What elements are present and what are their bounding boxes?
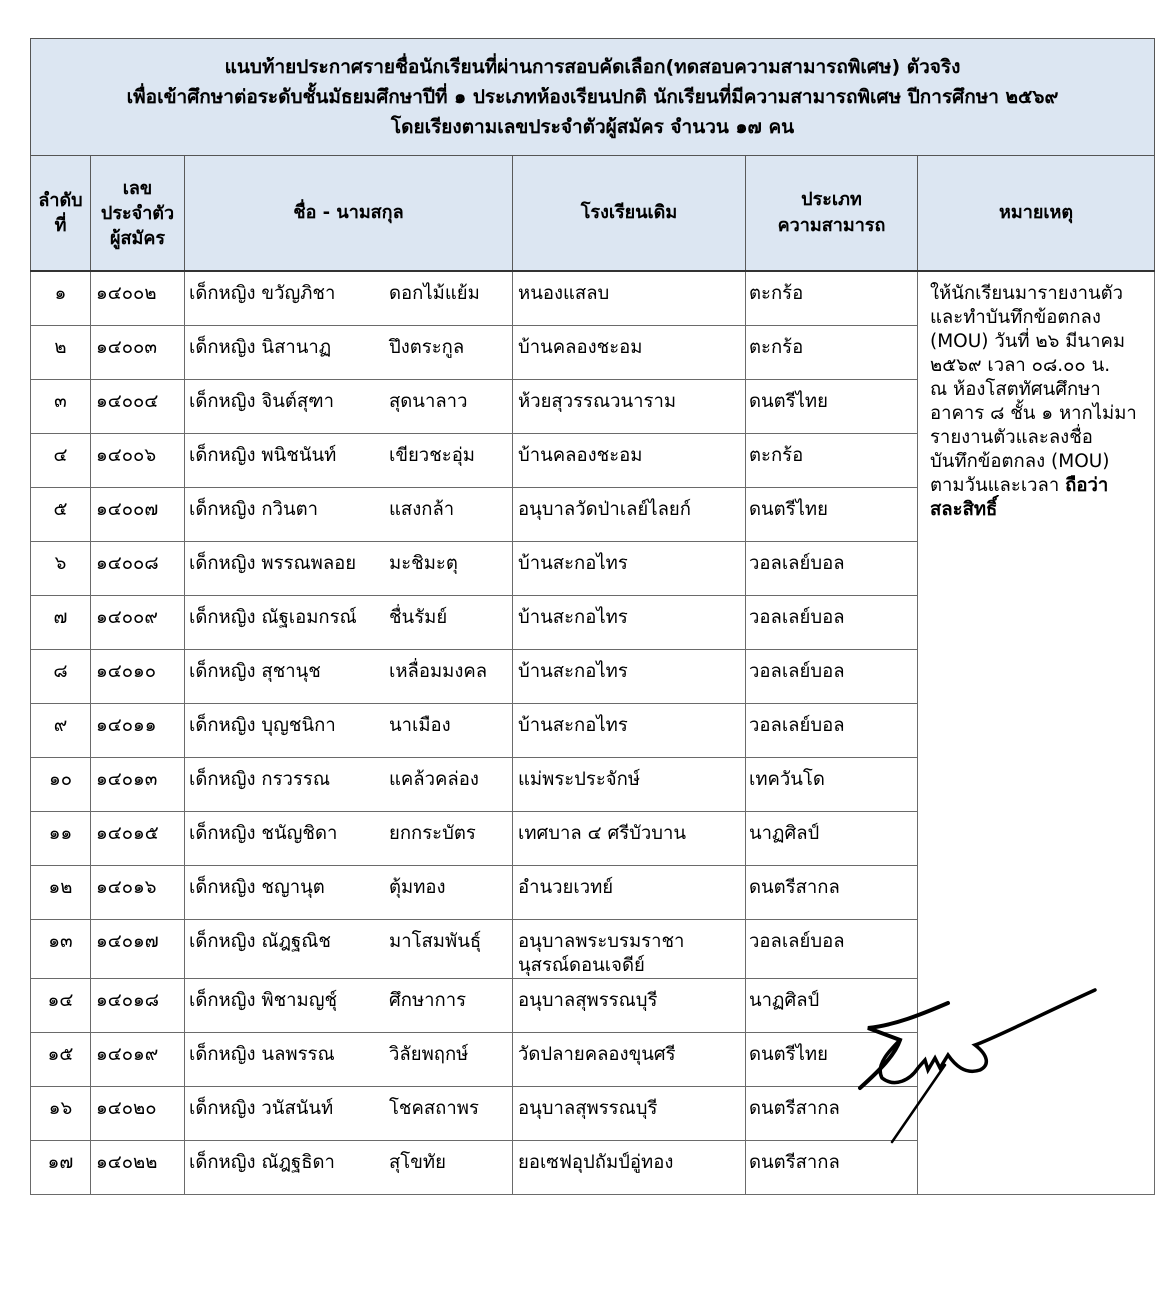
- name-prefix: เด็กหญิง: [189, 607, 256, 628]
- row-number: ๑๓: [31, 920, 91, 979]
- applicant-id: ๑๔๐๐๓: [91, 326, 185, 380]
- row-number: ๑๑: [31, 812, 91, 866]
- last-name: ปึงตระกูล: [389, 337, 465, 358]
- previous-school: [513, 1087, 746, 1141]
- applicant-id: ๑๔๐๒๒: [91, 1141, 185, 1195]
- applicant-id: ๑๔๐๐๔: [91, 380, 185, 434]
- row-number: ๕: [31, 488, 91, 542]
- first-name-group: [189, 822, 389, 846]
- applicant-id: ๑๔๐๑๘: [91, 979, 185, 1033]
- previous-school: [513, 704, 746, 758]
- ability-type: วอลเลย์บอล: [746, 650, 918, 704]
- last-name: สุดนาลาว: [389, 391, 468, 412]
- first-name-group: [189, 714, 389, 738]
- note-bold-last: สละสิทธิ์: [930, 499, 998, 520]
- name-prefix: เด็กหญิง: [189, 1044, 256, 1065]
- student-name: [185, 650, 513, 704]
- previous-school: [513, 650, 746, 704]
- ability-type: วอลเลย์บอล: [746, 596, 918, 650]
- student-name: [185, 1087, 513, 1141]
- ability-type: ตะกร้อ: [746, 434, 918, 488]
- name-prefix: เด็กหญิง: [189, 823, 256, 844]
- title-line-2: เพื่อเข้าศึกษาต่อระดับชั้นมัธยมศึกษาปีที่ ๑ ประเภทห้องเรียนปกติ นักเรียนที่มีความสามารถพิเศษ ปีการศึกษา ๒๕๖๙: [126, 86, 1059, 108]
- row-number: ๙: [31, 704, 91, 758]
- row-number: ๑๗: [31, 1141, 91, 1195]
- applicant-id: ๑๔๐๐๘: [91, 542, 185, 596]
- first-name: กรวรรณ: [261, 769, 330, 790]
- name-prefix: เด็กหญิง: [189, 661, 256, 682]
- last-name: ยกกระบัตร: [389, 823, 476, 844]
- previous-school: [513, 1033, 746, 1087]
- first-name-group: [189, 444, 389, 468]
- student-name: [185, 488, 513, 542]
- last-name: โชคสถาพร: [389, 1098, 479, 1119]
- last-name: นาเมือง: [389, 715, 451, 736]
- school-line: อนุบาลวัดป่าเลย์ไลยก์: [518, 499, 691, 520]
- previous-school: [513, 271, 746, 326]
- note-line: บันทึกข้อตกลง (MOU): [930, 451, 1110, 472]
- first-name-group: [189, 606, 389, 630]
- applicant-id: ๑๔๐๑๑: [91, 704, 185, 758]
- note-line-text: ตามวันและเวลา: [930, 475, 1066, 496]
- first-name: ณัฎฐณิช: [261, 931, 331, 952]
- first-name: สุชานุช: [261, 661, 321, 682]
- previous-school: [513, 812, 746, 866]
- ability-type: วอลเลย์บอล: [746, 542, 918, 596]
- name-prefix: เด็กหญิง: [189, 877, 256, 898]
- name-prefix: เด็กหญิง: [189, 499, 256, 520]
- applicant-id: ๑๔๐๑๙: [91, 1033, 185, 1087]
- last-name: มาโสมพันธุ์: [389, 931, 482, 952]
- first-name: ณัฐเอมกรณ์: [261, 607, 357, 628]
- header-no: ลำดับ ที่: [31, 156, 91, 272]
- student-name: [185, 434, 513, 488]
- school-line: อนุบาลสุพรรณบุรี: [518, 1098, 658, 1119]
- last-name: สุโขทัย: [389, 1152, 446, 1173]
- row-number: ๑: [31, 271, 91, 326]
- first-name-group: [189, 552, 389, 576]
- student-name: [185, 812, 513, 866]
- name-prefix: เด็กหญิง: [189, 715, 256, 736]
- header-school: โรงเรียนเดิม: [513, 156, 746, 272]
- name-prefix: เด็กหญิง: [189, 337, 256, 358]
- note-bold-text: ถือว่า: [1065, 475, 1109, 496]
- school-line: บ้านสะกอไทร: [518, 661, 628, 682]
- ability-type: ดนตรีไทย: [746, 488, 918, 542]
- school-line: บ้านสะกอไทร: [518, 553, 628, 574]
- name-prefix: เด็กหญิง: [189, 283, 256, 304]
- student-name: [185, 704, 513, 758]
- last-name: วิลัยพฤกษ์: [389, 1044, 469, 1065]
- school-line-2: นุสรณ์ดอนเจดีย์: [518, 955, 645, 976]
- first-name-group: [189, 1097, 389, 1121]
- row-number: ๑๒: [31, 866, 91, 920]
- ability-type: ดนตรีไทย: [746, 380, 918, 434]
- school-line: บ้านสะกอไทร: [518, 607, 628, 628]
- ability-type: วอลเลย์บอล: [746, 920, 918, 979]
- applicant-id: ๑๔๐๑๐: [91, 650, 185, 704]
- school-line: บ้านคลองชะอม: [518, 337, 643, 358]
- previous-school: [513, 488, 746, 542]
- applicant-id: ๑๔๐๑๖: [91, 866, 185, 920]
- first-name: ขวัญภิชา: [261, 283, 336, 304]
- last-name: มะชิมะตุ: [389, 553, 458, 574]
- student-name: [185, 979, 513, 1033]
- note-line: ๒๕๖๙ เวลา ๐๘.๐๐ น.: [930, 355, 1111, 376]
- last-name: แคล้วคล่อง: [389, 769, 479, 790]
- applicant-id: ๑๔๐๐๒: [91, 271, 185, 326]
- row-number: ๘: [31, 650, 91, 704]
- first-name: พนิชนันท์: [261, 445, 337, 466]
- first-name-group: [189, 1151, 389, 1175]
- row-number: ๓: [31, 380, 91, 434]
- first-name-group: [189, 930, 389, 954]
- name-prefix: เด็กหญิง: [189, 990, 256, 1011]
- first-name-group: [189, 660, 389, 684]
- ability-type: ตะกร้อ: [746, 326, 918, 380]
- note-line: และทำบันทึกข้อตกลง: [930, 307, 1101, 328]
- note-line: (MOU) วันที่ ๒๖ มีนาคม: [930, 331, 1126, 352]
- ability-type: นาฏศิลป์: [746, 979, 918, 1033]
- ability-type: ดนตรีไทย: [746, 1033, 918, 1087]
- note-line: อาคาร ๘ ชั้น ๑ หากไม่มา: [930, 403, 1137, 424]
- first-name: พิชามญชุ์: [261, 990, 338, 1011]
- header-name: ชื่อ - นามสกุล: [185, 156, 513, 272]
- remarks-note: [918, 271, 1155, 1195]
- school-line: อนุบาลสุพรรณบุรี: [518, 990, 658, 1011]
- name-prefix: เด็กหญิง: [189, 553, 256, 574]
- title-line-1: แนบท้ายประกาศรายชื่อนักเรียนที่ผ่านการสอบคัดเลือก(ทดสอบความสามารถพิเศษ) ตัวจริง: [224, 56, 961, 78]
- table-row: [31, 271, 1155, 326]
- last-name: ตุ้มทอง: [389, 877, 446, 898]
- previous-school: [513, 979, 746, 1033]
- school-line: ยอเซฟอุปถัมป์อู่ทอง: [518, 1152, 674, 1173]
- ability-type: ดนตรีสากล: [746, 1141, 918, 1195]
- last-name: ศึกษาการ: [389, 990, 467, 1011]
- ability-type: วอลเลย์บอล: [746, 704, 918, 758]
- applicant-id: ๑๔๐๑๕: [91, 812, 185, 866]
- first-name: นิสานาฏ: [261, 337, 332, 358]
- student-name: [185, 1141, 513, 1195]
- name-prefix: เด็กหญิง: [189, 931, 256, 952]
- student-name: [185, 326, 513, 380]
- note-line: [930, 474, 1144, 498]
- first-name-group: [189, 989, 389, 1013]
- row-number: ๑๔: [31, 979, 91, 1033]
- first-name-group: [189, 498, 389, 522]
- applicant-id: ๑๔๐๐๖: [91, 434, 185, 488]
- results-table: [30, 38, 1155, 1195]
- first-name: วนัสนันท์: [261, 1098, 334, 1119]
- school-line: อนุบาลพระบรมราชา: [518, 931, 685, 952]
- row-number: ๔: [31, 434, 91, 488]
- ability-type: ดนตรีสากล: [746, 1087, 918, 1141]
- ability-type: นาฏศิลป์: [746, 812, 918, 866]
- ability-type: ดนตรีสากล: [746, 866, 918, 920]
- row-number: ๖: [31, 542, 91, 596]
- first-name: พรรณพลอย: [261, 553, 357, 574]
- first-name: บุญชนิกา: [261, 715, 336, 736]
- previous-school: [513, 1141, 746, 1195]
- school-line: บ้านคลองชะอม: [518, 445, 643, 466]
- previous-school: [513, 326, 746, 380]
- first-name-group: [189, 876, 389, 900]
- first-name-group: [189, 1043, 389, 1067]
- name-prefix: เด็กหญิง: [189, 1098, 256, 1119]
- student-name: [185, 596, 513, 650]
- note-line: รายงานตัวและลงชื่อ: [930, 427, 1093, 448]
- ability-type: เทควันโด: [746, 758, 918, 812]
- header-applicant-id: เลข ประจำตัว ผู้สมัคร: [91, 156, 185, 272]
- applicant-id: ๑๔๐๑๓: [91, 758, 185, 812]
- row-number: ๗: [31, 596, 91, 650]
- last-name: ดอกไม้แย้ม: [389, 283, 480, 304]
- school-line: ห้วยสุวรรณวนาราม: [518, 391, 677, 412]
- student-name: [185, 758, 513, 812]
- last-name: ชื่นรัมย์: [389, 607, 448, 628]
- announcement-sheet: [30, 38, 1154, 1195]
- first-name: นลพรรณ: [261, 1044, 335, 1065]
- row-number: ๑๐: [31, 758, 91, 812]
- first-name-group: [189, 282, 389, 306]
- school-line: แม่พระประจักษ์: [518, 769, 641, 790]
- student-name: [185, 866, 513, 920]
- name-prefix: เด็กหญิง: [189, 1152, 256, 1173]
- applicant-id: ๑๔๐๐๙: [91, 596, 185, 650]
- first-name-group: [189, 768, 389, 792]
- last-name: เหลื่อมมงคล: [389, 661, 488, 682]
- school-line: เทศบาล ๔ ศรีบัวบาน: [518, 823, 687, 844]
- note-line: ให้นักเรียนมารายงานตัว: [930, 283, 1124, 304]
- title-line-3: โดยเรียงตามเลขประจำตัวผู้สมัคร จำนวน ๑๗ คน: [390, 116, 795, 138]
- first-name: ชญานุต: [261, 877, 325, 898]
- name-prefix: เด็กหญิง: [189, 769, 256, 790]
- school-line: บ้านสะกอไทร: [518, 715, 628, 736]
- applicant-id: ๑๔๐๐๗: [91, 488, 185, 542]
- first-name-group: [189, 336, 389, 360]
- previous-school: [513, 380, 746, 434]
- school-line: หนองแสลบ: [518, 283, 610, 304]
- first-name: ชนัญชิดา: [261, 823, 338, 844]
- school-line: วัดปลายคลองขุนศรี: [518, 1044, 676, 1065]
- student-name: [185, 542, 513, 596]
- name-prefix: เด็กหญิง: [189, 445, 256, 466]
- first-name-group: [189, 390, 389, 414]
- ability-type: ตะกร้อ: [746, 271, 918, 326]
- header-remarks: หมายเหตุ: [918, 156, 1155, 272]
- note-line: ณ ห้องโสตทัศนศึกษา: [930, 379, 1101, 400]
- previous-school: [513, 434, 746, 488]
- school-line: อำนวยเวทย์: [518, 877, 614, 898]
- previous-school: [513, 866, 746, 920]
- first-name: จินต์สุฑา: [261, 391, 334, 412]
- previous-school: [513, 596, 746, 650]
- applicant-id: ๑๔๐๑๗: [91, 920, 185, 979]
- previous-school: [513, 758, 746, 812]
- student-name: [185, 920, 513, 979]
- last-name: เขียวชะอุ่ม: [389, 445, 475, 466]
- last-name: แสงกล้า: [389, 499, 455, 520]
- name-prefix: เด็กหญิง: [189, 391, 256, 412]
- row-number: ๒: [31, 326, 91, 380]
- previous-school: [513, 920, 746, 979]
- row-number: ๑๖: [31, 1087, 91, 1141]
- table-title: [31, 39, 1155, 156]
- first-name: กวินตา: [261, 499, 319, 520]
- student-name: [185, 1033, 513, 1087]
- student-name: [185, 271, 513, 326]
- first-name: ณัฎฐธิดา: [261, 1152, 335, 1173]
- previous-school: [513, 542, 746, 596]
- applicant-id: ๑๔๐๒๐: [91, 1087, 185, 1141]
- header-ability-type: ประเภท ความสามารถ: [746, 156, 918, 272]
- row-number: ๑๕: [31, 1033, 91, 1087]
- student-name: [185, 380, 513, 434]
